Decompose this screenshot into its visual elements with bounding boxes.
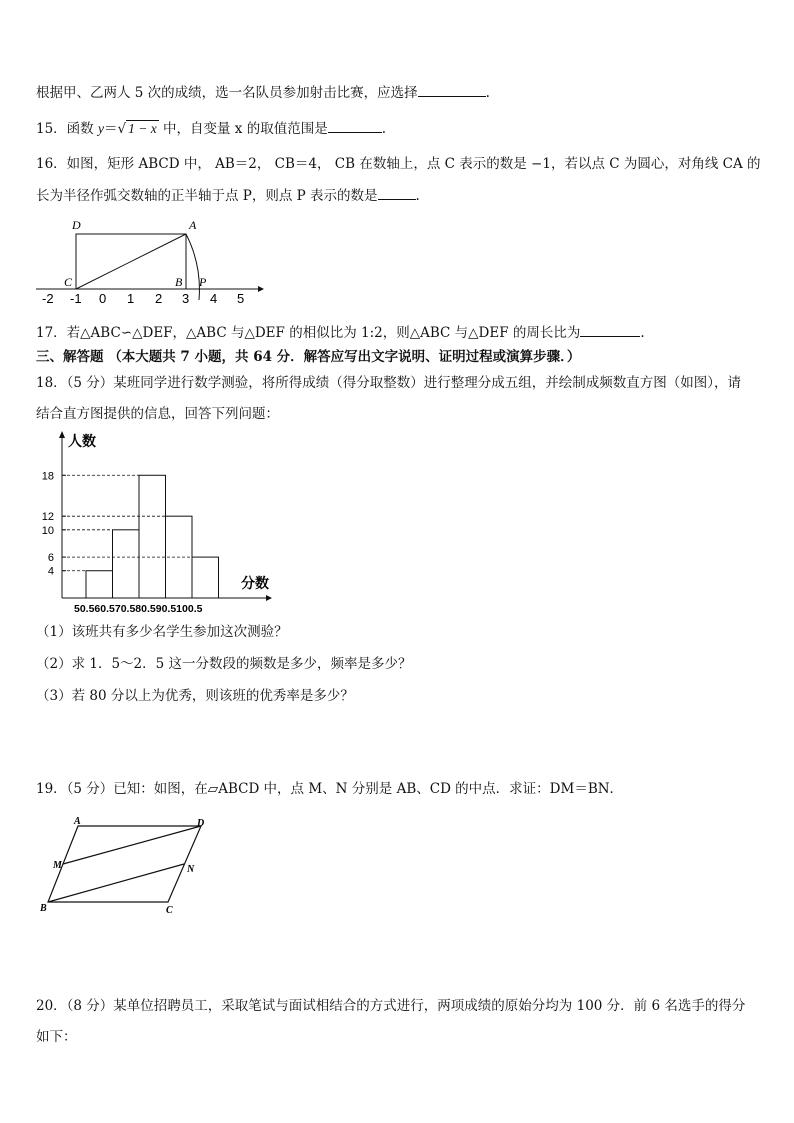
q17-line bbox=[36, 322, 645, 343]
q17-answer-blank[interactable] bbox=[580, 322, 640, 337]
y-axis-arrow-icon bbox=[59, 431, 65, 438]
q18-sub1: （1）该班共有多少名学生参加这次测验？ bbox=[36, 624, 288, 640]
y-tick-label: 18 bbox=[41, 470, 54, 483]
q15-eq: ＝ bbox=[103, 121, 118, 137]
histogram-chart bbox=[36, 430, 286, 620]
parallelogram-abcd bbox=[48, 826, 201, 902]
q18-sub2: （2）求 1．5～2．5 这一分数段的频数是多少，频率是多少？ bbox=[36, 656, 412, 672]
x-axis-arrow-icon bbox=[266, 595, 272, 601]
q16-line1: 16．如图，矩形 ABCD 中， AB＝2， CB＝4， CB 在数轴上，点 C 表示的数是 −1，若以点 C 为圆心，对角线 CA 的 bbox=[36, 156, 761, 172]
point-m: M bbox=[53, 860, 62, 871]
point-p: P bbox=[199, 275, 207, 289]
point-n: N bbox=[187, 864, 195, 875]
histogram-bar bbox=[113, 530, 140, 598]
tick-label: 4 bbox=[210, 291, 218, 306]
section-heading: 三、解答题 （本大题共 7 小题，共 64 分．解答应写出文字说明、证明过程或演算步骤．） bbox=[36, 349, 581, 365]
point-c: C bbox=[64, 275, 73, 289]
q18-sub3: （3）若 80 分以上为优秀，则该班的优秀率是多少？ bbox=[36, 688, 354, 704]
q16-answer-blank[interactable] bbox=[378, 185, 416, 200]
segment-dm bbox=[63, 826, 201, 864]
arrow-icon bbox=[258, 286, 264, 292]
q15-suffix: 中，自变量 x 的取值范围是 bbox=[158, 121, 328, 137]
point-a: A bbox=[74, 816, 81, 827]
q14-answer-blank[interactable] bbox=[418, 82, 486, 97]
point-d: D bbox=[197, 818, 205, 829]
tick-label: -2 bbox=[42, 291, 54, 306]
point-d: D bbox=[72, 218, 81, 232]
y-tick-label: 10 bbox=[41, 524, 54, 537]
q16-line2-wrap bbox=[36, 185, 420, 206]
diagonal-ca bbox=[76, 234, 186, 289]
tick-label: 1 bbox=[127, 291, 135, 306]
point-b: B bbox=[40, 903, 47, 914]
q14-end: . bbox=[485, 85, 490, 101]
point-c: C bbox=[166, 905, 173, 916]
histogram-bar bbox=[192, 557, 219, 598]
tick-label: 3 bbox=[182, 291, 190, 306]
q20-line2: 如下： bbox=[36, 1029, 77, 1045]
q15-sqrt-body: 1 − x bbox=[128, 121, 157, 136]
q14-line bbox=[36, 82, 490, 103]
q16-figure bbox=[36, 214, 266, 306]
sqrt-symbol: √ bbox=[117, 121, 127, 137]
histogram-bar bbox=[139, 475, 166, 598]
q15-y: y bbox=[97, 121, 104, 136]
q15-prefix: 15．函数 bbox=[36, 121, 98, 137]
q19-figure bbox=[36, 814, 216, 918]
x-tick-labels: 50.560.570.580.590.5100.5 bbox=[74, 603, 203, 615]
q15-answer-blank[interactable] bbox=[328, 118, 382, 133]
y-tick-label: 12 bbox=[41, 511, 54, 524]
tick-label: 0 bbox=[99, 291, 107, 306]
y-axis-label: 人数 bbox=[68, 433, 96, 449]
q17-text: 17．若△ABC∽△DEF，△ABC 与△DEF 的相似比为 1:2，则△ABC 与△DEF 的周长比为 bbox=[36, 325, 581, 341]
histogram-bar bbox=[86, 571, 113, 598]
q19-line: 19．（5 分）已知：如图，在▱ABCD 中，点 M、N 分别是 AB、CD 的中点．求证：DM＝BN． bbox=[36, 781, 624, 797]
q14-text: 根据甲、乙两人 5 次的成绩，选一名队员参加射击比赛，应选择 bbox=[36, 85, 418, 101]
q15-line bbox=[36, 118, 386, 139]
q18-line2: 结合直方图提供的信息，回答下列问题： bbox=[36, 406, 279, 422]
tick-label: -1 bbox=[70, 291, 82, 306]
point-a: A bbox=[189, 218, 197, 232]
segment-bn bbox=[48, 864, 184, 902]
q17-end: . bbox=[640, 325, 645, 341]
q20-line1: 20．（8 分）某单位招聘员工，采取笔试与面试相结合的方式进行，两项成绩的原始分均为 100 分．前 6 名选手的得分 bbox=[36, 998, 746, 1014]
point-b: B bbox=[175, 275, 183, 289]
q15-end: . bbox=[381, 121, 386, 137]
q18-line1: 18．（5 分）某班同学进行数学测验，将所得成绩（得分取整数）进行整理分成五组，并绘制成频数直方图（如图），请 bbox=[36, 375, 742, 391]
y-tick-label: 4 bbox=[47, 565, 54, 578]
q16-end: . bbox=[415, 188, 420, 204]
tick-label: 2 bbox=[155, 291, 163, 306]
tick-label: 5 bbox=[237, 291, 245, 306]
x-axis-label: 分数 bbox=[241, 575, 269, 591]
y-tick-label: 6 bbox=[47, 552, 54, 565]
q16-line2: 长为半径作弧交数轴的正半轴于点 P，则点 P 表示的数是 bbox=[36, 188, 378, 204]
